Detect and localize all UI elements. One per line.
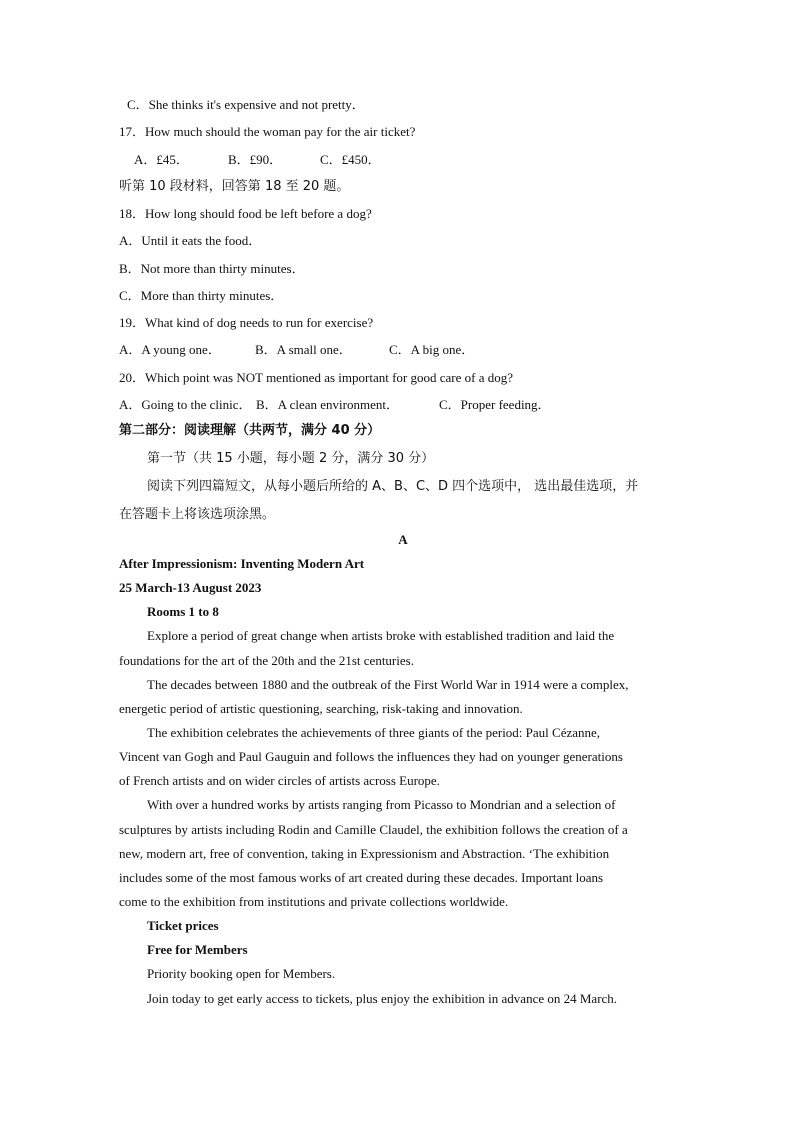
paragraph-line: energetic period of artistic questioning, searching, risk-taking and innovation. [119, 701, 523, 716]
passage-letter: A [398, 532, 408, 547]
section-one-title: 第一节（共 15 小题，每小题 2 分，满分 30 分） [147, 451, 435, 466]
q20-option-a: A．Going to the clinic． [119, 397, 252, 412]
q20-option-b: B．A clean environment． [256, 397, 399, 412]
instructions-line-1: 阅读下列四篇短文，从每小题后所给的 A、B、C、D 四个选项中， 选出最佳选项，并 [147, 479, 639, 494]
paragraph-line: The decades between 1880 and the outbreak of the First World War in 1914 were a complex, [147, 677, 629, 692]
q17-option-a: A．£45． [134, 152, 189, 167]
paragraph-line: come to the exhibition from institutions and private collections worldwide. [119, 894, 509, 909]
q16-option-c: C．She thinks it's expensive and not pretty． [127, 97, 365, 112]
q19-question: 19．What kind of dog needs to run for exercise? [119, 315, 374, 330]
paragraph-line: The exhibition celebrates the achievements of three giants of the period: Paul Cézanne, [147, 725, 601, 740]
priority-booking-line: Priority booking open for Members. [147, 966, 336, 981]
paragraph-line: Vincent van Gogh and Paul Gauguin and follows the influences they had on younger generations [119, 749, 623, 764]
join-today-line: Join today to get early access to tickets, plus enjoy the exhibition in advance on 24 March. [147, 991, 618, 1006]
q19-option-a: A．A young one． [119, 342, 221, 357]
passage-dates: 25 March-13 August 2023 [119, 580, 262, 595]
rooms-heading: Rooms 1 to 8 [147, 604, 219, 619]
q18-question: 18．How long should food be left before a dog? [119, 206, 372, 221]
free-for-members-heading: Free for Members [147, 942, 248, 957]
paragraph-line: Explore a period of great change when artists broke with established tradition and laid the [147, 628, 615, 643]
q17-option-c: C．£450． [320, 152, 381, 167]
q18-option-c: C．More than thirty minutes． [119, 288, 284, 303]
paragraph-line: sculptures by artists including Rodin and Camille Claudel, the exhibition follows the creation of a [119, 822, 628, 837]
q20-option-c: C．Proper feeding． [439, 397, 551, 412]
q17-options [134, 152, 381, 168]
paragraph-line: foundations for the art of the 20th and the 21st centuries. [119, 653, 414, 668]
passage-title: After Impressionism: Inventing Modern Art [119, 556, 365, 571]
q18-option-a: A．Until it eats the food． [119, 233, 262, 248]
q17-question: 17．How much should the woman pay for the air ticket? [119, 124, 416, 139]
q19-options [119, 342, 474, 358]
section10-intro: 听第 10 段材料，回答第 18 至 20 题。 [119, 179, 350, 194]
paragraph-line: new, modern art, free of convention, taking in Expressionism and Abstraction. ‘The exhibition [119, 846, 610, 861]
instructions-line-2: 在答题卡上将该选项涂黑。 [119, 507, 276, 522]
q19-option-c: C．A big one． [389, 342, 475, 357]
q17-option-b: B．£90． [228, 152, 283, 167]
paragraph-line: of French artists and on wider circles of artists across Europe. [119, 773, 440, 788]
paragraph-line: includes some of the most famous works of art created during these decades. Important loans [119, 870, 604, 885]
q19-option-b: B．A small one． [255, 342, 352, 357]
paragraph-line: With over a hundred works by artists ranging from Picasso to Mondrian and a selection of [147, 797, 616, 812]
q20-options [119, 397, 551, 413]
part-two-title: 第二部分：阅读理解（共两节，满分 40 分） [119, 423, 381, 438]
ticket-prices-heading: Ticket prices [147, 918, 219, 933]
q18-option-b: B．Not more than thirty minutes． [119, 261, 305, 276]
q20-question: 20．Which point was NOT mentioned as important for good care of a dog? [119, 370, 513, 385]
